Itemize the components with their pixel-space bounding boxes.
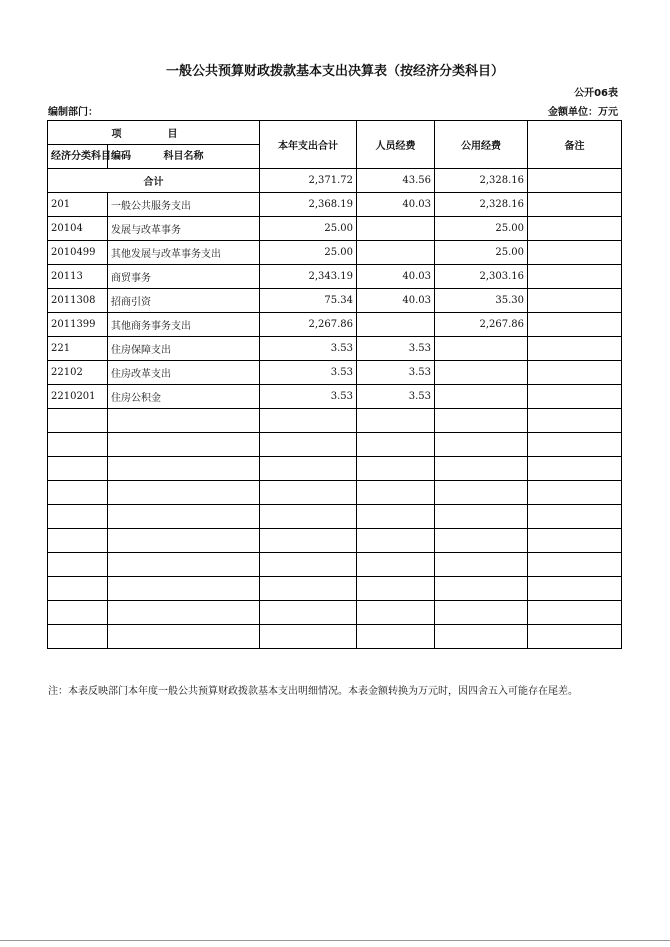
name-cell (108, 601, 260, 625)
public-cell (435, 505, 528, 529)
public-cell (435, 529, 528, 553)
header-remark: 备注 (528, 121, 622, 169)
personnel-cell (357, 577, 435, 601)
public-cell (435, 409, 528, 433)
code-cell: 2210201 (48, 385, 108, 409)
table-row (48, 433, 622, 457)
public-cell (435, 577, 528, 601)
code-cell: 2011308 (48, 289, 108, 313)
public-cell (435, 433, 528, 457)
table-row (48, 601, 622, 625)
personnel-cell (357, 553, 435, 577)
remark-cell (528, 265, 622, 289)
public-cell: 2,328.16 (435, 193, 528, 217)
code-cell: 201 (48, 193, 108, 217)
total-cell: 2,267.86 (260, 313, 357, 337)
code-cell: 221 (48, 337, 108, 361)
total-public: 2,328.16 (435, 169, 528, 193)
table-row (48, 457, 622, 481)
code-cell (48, 481, 108, 505)
total-cell (260, 601, 357, 625)
remark-cell (528, 625, 622, 649)
table-row (48, 217, 622, 241)
page-bottom-line (0, 940, 670, 941)
remark-cell (528, 409, 622, 433)
public-cell (435, 625, 528, 649)
total-cell (260, 529, 357, 553)
code-cell (48, 457, 108, 481)
public-cell: 2,303.16 (435, 265, 528, 289)
total-cell (260, 481, 357, 505)
total-cell: 25.00 (260, 217, 357, 241)
total-remark (528, 169, 622, 193)
name-cell: 其他商务事务支出 (108, 313, 260, 337)
code-cell (48, 409, 108, 433)
total-cell (260, 433, 357, 457)
total-cell: 3.53 (260, 337, 357, 361)
dept-label: 编制部门： (48, 107, 98, 118)
total-cell (260, 505, 357, 529)
total-cell (260, 577, 357, 601)
table-row (48, 265, 622, 289)
name-cell: 商贸事务 (108, 265, 260, 289)
public-cell (435, 601, 528, 625)
total-cell (260, 409, 357, 433)
code-cell (48, 601, 108, 625)
total-cell (260, 457, 357, 481)
public-cell (435, 553, 528, 577)
remark-cell (528, 289, 622, 313)
code-cell: 20113 (48, 265, 108, 289)
code-cell: 2010499 (48, 241, 108, 265)
table-row (48, 553, 622, 577)
public-cell: 35.30 (435, 289, 528, 313)
remark-cell (528, 337, 622, 361)
table-row (48, 361, 622, 385)
code-cell (48, 577, 108, 601)
name-cell (108, 505, 260, 529)
remark-cell (528, 361, 622, 385)
total-row (48, 169, 622, 193)
remark-cell (528, 433, 622, 457)
table-row (48, 385, 622, 409)
total-cell: 2,368.19 (260, 193, 357, 217)
name-cell (108, 457, 260, 481)
name-cell: 住房保障支出 (108, 337, 260, 361)
table-row (48, 313, 622, 337)
personnel-cell: 3.53 (357, 337, 435, 361)
table-row (48, 481, 622, 505)
remark-cell (528, 577, 622, 601)
code-cell: 22102 (48, 361, 108, 385)
total-personnel: 43.56 (357, 169, 435, 193)
name-cell: 住房改革支出 (108, 361, 260, 385)
header-public: 公用经费 (435, 121, 528, 169)
public-cell (435, 481, 528, 505)
remark-cell (528, 529, 622, 553)
name-cell: 发展与改革事务 (108, 217, 260, 241)
name-cell (108, 577, 260, 601)
public-cell (435, 337, 528, 361)
table-row (48, 505, 622, 529)
total-cell: 3.53 (260, 361, 357, 385)
public-cell: 25.00 (435, 241, 528, 265)
header-item: 项 目 (48, 121, 260, 145)
name-cell (108, 553, 260, 577)
code-cell: 2011399 (48, 313, 108, 337)
remark-cell (528, 217, 622, 241)
personnel-cell (357, 505, 435, 529)
header-code: 经济分类科目编码 (48, 145, 108, 169)
personnel-cell (357, 625, 435, 649)
header-personnel: 人员经费 (357, 121, 435, 169)
remark-cell (528, 241, 622, 265)
table-row (48, 289, 622, 313)
total-cell (260, 553, 357, 577)
total-cell: 75.34 (260, 289, 357, 313)
name-cell: 住房公积金 (108, 385, 260, 409)
table-row (48, 409, 622, 433)
unit-label: 金额单位：万元 (548, 107, 618, 118)
table-row (48, 625, 622, 649)
public-cell: 25.00 (435, 217, 528, 241)
total-cell: 2,343.19 (260, 265, 357, 289)
code-cell (48, 433, 108, 457)
header-name: 科目名称 (108, 145, 260, 169)
personnel-cell (357, 457, 435, 481)
code-cell (48, 553, 108, 577)
code-cell (48, 625, 108, 649)
remark-cell (528, 193, 622, 217)
personnel-cell (357, 601, 435, 625)
remark-cell (528, 505, 622, 529)
remark-cell (528, 385, 622, 409)
header-total: 本年支出合计 (260, 121, 357, 169)
personnel-cell (357, 313, 435, 337)
name-cell (108, 433, 260, 457)
personnel-cell (357, 481, 435, 505)
name-cell (108, 529, 260, 553)
name-cell (108, 481, 260, 505)
table-row (48, 577, 622, 601)
name-cell: 一般公共服务支出 (108, 193, 260, 217)
total-cell (260, 625, 357, 649)
personnel-cell (357, 409, 435, 433)
personnel-cell: 40.03 (357, 265, 435, 289)
personnel-cell (357, 529, 435, 553)
code-cell (48, 529, 108, 553)
personnel-cell: 3.53 (357, 385, 435, 409)
public-cell (435, 361, 528, 385)
total-cell: 3.53 (260, 385, 357, 409)
footnote: 注：本表反映部门本年度一般公共预算财政拨款基本支出明细情况。本表金额转换为万元时，因四舍五入可能存在尾差。 (48, 686, 578, 697)
total-cell: 25.00 (260, 241, 357, 265)
table-row (48, 241, 622, 265)
remark-cell (528, 457, 622, 481)
remark-cell (528, 313, 622, 337)
public-cell: 2,267.86 (435, 313, 528, 337)
table-row (48, 337, 622, 361)
name-cell (108, 409, 260, 433)
remark-cell (528, 601, 622, 625)
total-amount: 2,371.72 (260, 169, 357, 193)
total-label: 合计 (48, 169, 260, 193)
code-cell: 20104 (48, 217, 108, 241)
code-cell (48, 505, 108, 529)
remark-cell (528, 553, 622, 577)
personnel-cell: 40.03 (357, 193, 435, 217)
public-cell (435, 457, 528, 481)
table-row (48, 193, 622, 217)
table-row (48, 529, 622, 553)
public-cell (435, 385, 528, 409)
personnel-cell (357, 217, 435, 241)
personnel-cell (357, 241, 435, 265)
personnel-cell: 40.03 (357, 289, 435, 313)
form-number: 公开06表 (574, 88, 618, 99)
name-cell: 其他发展与改革事务支出 (108, 241, 260, 265)
expenditure-table (47, 120, 622, 649)
name-cell (108, 625, 260, 649)
name-cell: 招商引资 (108, 289, 260, 313)
remark-cell (528, 481, 622, 505)
personnel-cell (357, 433, 435, 457)
page-title: 一般公共预算财政拨款基本支出决算表（按经济分类科目） (165, 64, 504, 79)
personnel-cell: 3.53 (357, 361, 435, 385)
